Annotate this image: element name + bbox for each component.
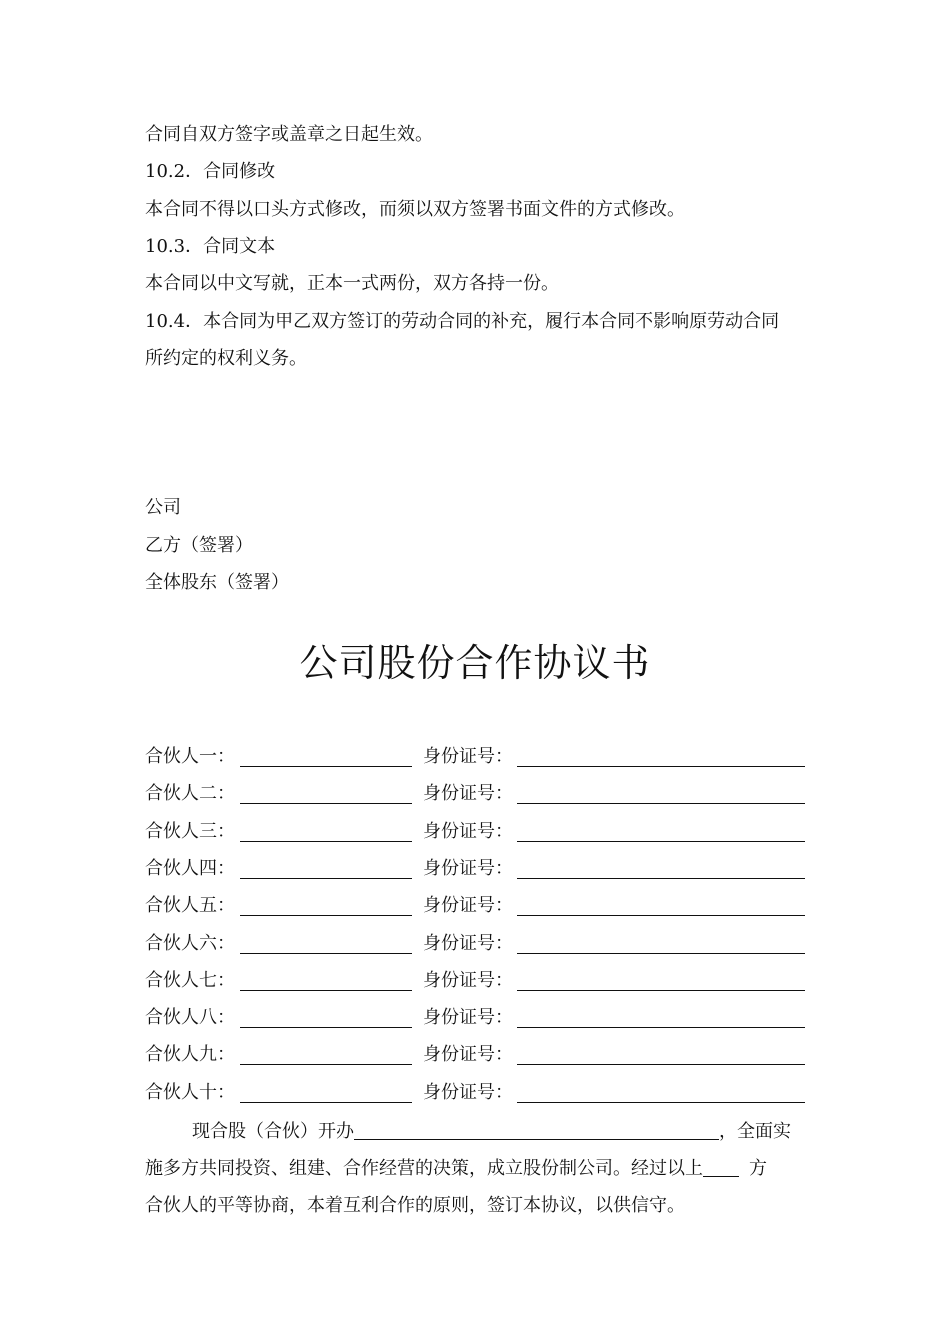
partner-name-blank[interactable] [240, 1027, 412, 1028]
partner-name-blank[interactable] [240, 990, 412, 991]
id-number-blank[interactable] [517, 766, 805, 767]
partner-row [145, 1044, 805, 1068]
signature-party-b: 乙方（签署） [145, 535, 253, 556]
id-number-blank[interactable] [517, 990, 805, 991]
clause-10-3-heading: 10.3．合同文本 [145, 236, 276, 257]
intro-text-line2a: 施多方共同投资、组建、合作经营的决策，成立股份制公司。经过以上 [145, 1158, 703, 1179]
clause-10-4-text: 10.4．本合同为甲乙双方签订的劳动合同的补充，履行本合同不影响原劳动合同 [145, 311, 780, 332]
id-number-blank[interactable] [517, 915, 805, 916]
partner-label: 合伙人八： [145, 1007, 235, 1029]
intro-line-3: 合伙人的平等协商，本着互利合作的原则，签订本协议，以供信守。 [145, 1195, 685, 1216]
intro-text-b: ，全面实 [719, 1121, 791, 1142]
clause-10-3-text: 本合同以中文写就，正本一式两份，双方各持一份。 [145, 273, 559, 294]
id-number-blank[interactable] [517, 878, 805, 879]
id-number-label: 身份证号： [423, 895, 513, 917]
id-number-label: 身份证号： [423, 1007, 513, 1029]
partner-name-blank[interactable] [240, 1102, 412, 1103]
partner-label: 合伙人二： [145, 783, 235, 805]
partner-name-blank[interactable] [240, 766, 412, 767]
agreement-title: 公司股份合作协议书 [299, 641, 651, 685]
id-number-blank[interactable] [517, 1102, 805, 1103]
id-number-blank[interactable] [517, 1027, 805, 1028]
partner-label: 合伙人九： [145, 1044, 235, 1066]
partner-name-blank[interactable] [240, 803, 412, 804]
id-number-blank[interactable] [517, 1064, 805, 1065]
partner-name-blank[interactable] [240, 841, 412, 842]
partner-row [145, 821, 805, 845]
partner-row [145, 970, 805, 994]
intro-line-2 [145, 1158, 805, 1180]
clause-10-2-text: 本合同不得以口头方式修改，而须以双方签署书面文件的方式修改。 [145, 199, 685, 220]
clause-effective: 合同自双方签字或盖章之日起生效。 [145, 124, 433, 145]
partner-name-blank[interactable] [240, 1064, 412, 1065]
partner-row [145, 933, 805, 957]
intro-text-line2b: 方 [749, 1158, 767, 1179]
partner-label: 合伙人三： [145, 820, 235, 842]
id-number-label: 身份证号： [423, 820, 513, 842]
partner-row [145, 1007, 805, 1031]
partner-label: 合伙人四： [145, 857, 235, 879]
id-number-label: 身份证号： [423, 1081, 513, 1103]
partner-count-blank[interactable] [703, 1158, 739, 1177]
signature-shareholders: 全体股东（签署） [145, 572, 289, 593]
partner-name-blank[interactable] [240, 878, 412, 879]
id-number-blank[interactable] [517, 953, 805, 954]
id-number-blank[interactable] [517, 841, 805, 842]
partner-label: 合伙人十： [145, 1081, 235, 1103]
partner-name-blank[interactable] [240, 915, 412, 916]
intro-text-a: 现合股（合伙）开办 [192, 1121, 354, 1142]
clause-10-4-text-cont: 所约定的权利义务。 [145, 348, 307, 369]
id-number-label: 身份证号： [423, 746, 513, 767]
id-number-label: 身份证号： [423, 1044, 513, 1066]
clause-10-2-heading: 10.2．合同修改 [145, 161, 276, 182]
id-number-label: 身份证号： [423, 932, 513, 954]
id-number-label: 身份证号： [423, 969, 513, 991]
partner-row [145, 895, 805, 919]
partner-label: 合伙人六： [145, 932, 235, 954]
partner-label: 合伙人一： [145, 746, 235, 767]
partner-row [145, 746, 805, 770]
partner-row [145, 1082, 805, 1106]
partner-name-blank[interactable] [240, 953, 412, 954]
company-name-blank[interactable] [354, 1121, 719, 1140]
partner-row [145, 783, 805, 807]
partner-label: 合伙人七： [145, 969, 235, 991]
partner-label: 合伙人五： [145, 895, 235, 917]
intro-line-1 [145, 1121, 805, 1143]
id-number-label: 身份证号： [423, 857, 513, 879]
id-number-label: 身份证号： [423, 783, 513, 805]
id-number-blank[interactable] [517, 803, 805, 804]
signature-company: 公司 [145, 497, 181, 518]
partner-row [145, 858, 805, 882]
